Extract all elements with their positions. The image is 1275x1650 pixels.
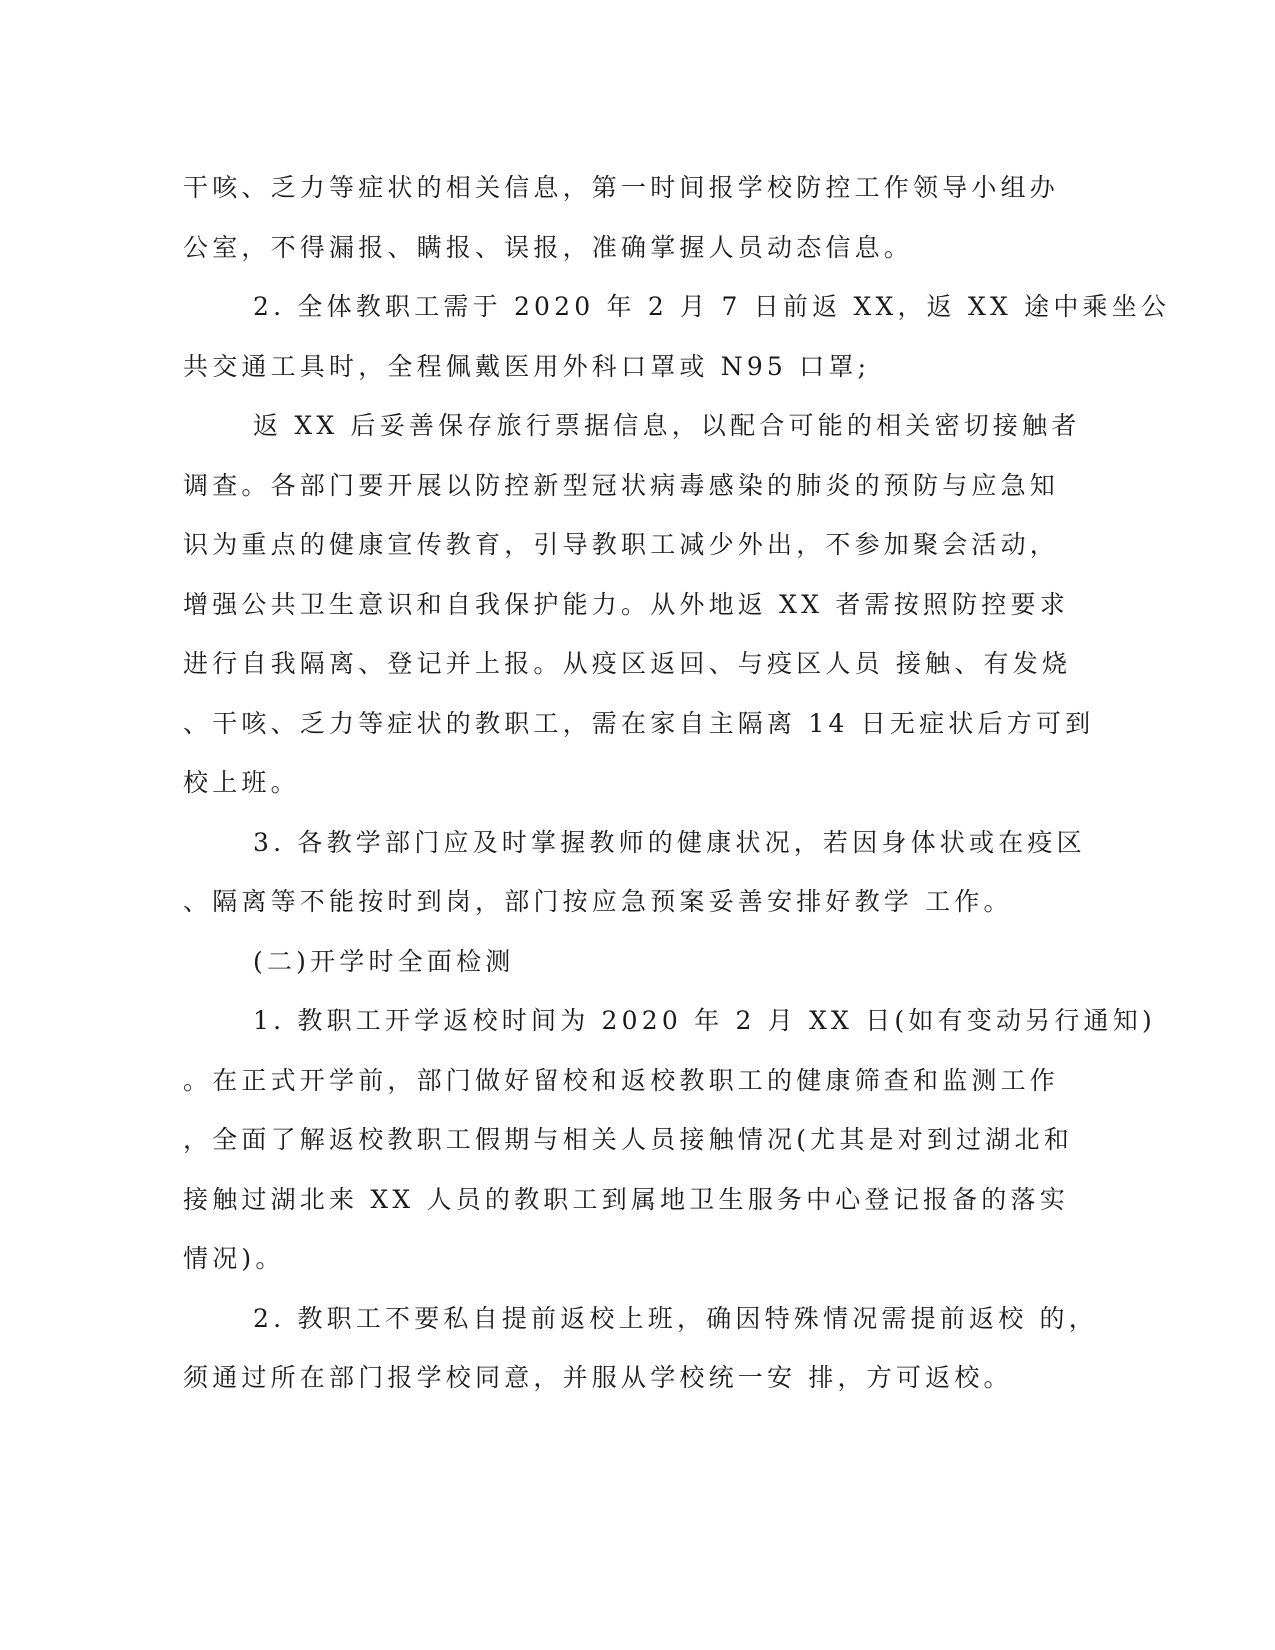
text-line: 情况)。 <box>183 1244 285 1273</box>
text-line: 干咳、乏力等症状的相关信息，第一时间报学校防控工作领导小组办 <box>183 173 1060 202</box>
text-line: 1. 教职工开学返校时间为 2020 年 2 月 XX 日(如有变动另行通知) <box>253 1006 1156 1035</box>
text-line: 校上班。 <box>183 768 300 797</box>
text-line: 公室，不得漏报、瞒报、误报，准确掌握人员动态信息。 <box>183 232 914 262</box>
text-line: 共交通工具时，全程佩戴医用外科口罩或 N95 口罩; <box>183 351 871 381</box>
text-line: 须通过所在部门报学校同意，并服从学校统一安 排，方可返校。 <box>183 1363 1013 1392</box>
text-line: 识为重点的健康宣传教育，引导教职工减少外出，不参加聚会活动， <box>183 530 1060 559</box>
text-line: 、干咳、乏力等症状的教职工，需在家自主隔离 14 日无症状后方可到 <box>183 708 1095 738</box>
text-line: 2. 全体教职工需于 2020 年 2 月 7 日前返 XX，返 XX 途中乘坐公 <box>253 292 1171 321</box>
text-line: 返 XX 后妥善保存旅行票据信息，以配合可能的相关密切接触者 <box>253 411 1081 440</box>
text-line: 接触过湖北来 XX 人员的教职工到属地卫生服务中心登记报备的落实 <box>183 1184 1069 1214</box>
text-line: 2. 教职工不要私自提前返校上班，确因特殊情况需提前返校 的， <box>253 1303 1098 1333</box>
text-line: 。在正式开学前，部门做好留校和返校教职工的健康筛查和监测工作 <box>183 1065 1060 1095</box>
text-line: 3. 各教学部门应及时掌握教师的健康状况，若因身体状或在疫区 <box>253 827 1086 857</box>
text-line: 、隔离等不能按时到岗，部门按应急预案妥善安排好教学 工作。 <box>183 887 1013 916</box>
text-line: 调查。各部门要开展以防控新型冠状病毒感染的肺炎的预防与应急知 <box>183 470 1060 500</box>
text-line: 增强公共卫生意识和自我保护能力。从外地返 XX 者需按照防控要求 <box>183 589 1069 619</box>
text-line: 进行自我隔离、登记并上报。从疫区返回、与疫区人员 接触、有发烧 <box>183 649 1072 678</box>
section-heading: (二)开学时全面检测 <box>253 946 515 976</box>
text-line: ，全面了解返校教职工假期与相关人员接触情况(尤其是对到过湖北和 <box>183 1125 1073 1154</box>
document-body <box>183 158 1171 1408</box>
